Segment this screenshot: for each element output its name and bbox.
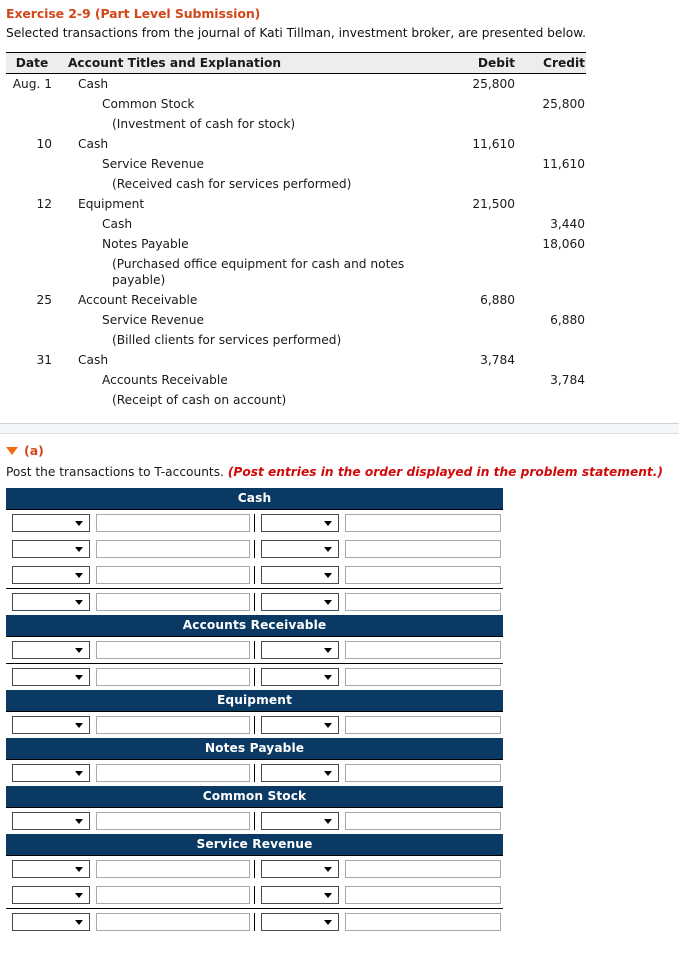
- amount-input-right-0[interactable]: [345, 641, 502, 659]
- account-select-left-0[interactable]: [12, 860, 90, 878]
- journal-cell-credit: 18,060: [542, 237, 585, 251]
- t-account-entry-row: [6, 536, 503, 562]
- section-divider: [0, 423, 679, 434]
- column-header-date: Date: [6, 53, 58, 74]
- t-account-title: Service Revenue: [6, 834, 503, 856]
- journal-cell-account: [58, 310, 443, 330]
- journal-account-text: Service Revenue: [102, 313, 204, 327]
- t-account-total-row: [6, 588, 503, 615]
- journal-cell-credit: 3,784: [550, 373, 585, 387]
- amount-input-left-1[interactable]: [96, 540, 250, 558]
- account-select-left-1[interactable]: [12, 540, 90, 558]
- t-account-right-side: [255, 593, 504, 611]
- journal-cell-account: [58, 370, 443, 390]
- t-account-right-side: [255, 641, 504, 659]
- journal-cell-credit: [519, 254, 586, 290]
- journal-row: [6, 214, 586, 234]
- amount-input-left-3[interactable]: [96, 593, 250, 611]
- page-title: Exercise 2-9 (Part Level Submission): [6, 6, 261, 21]
- amount-input-right-2[interactable]: [345, 913, 502, 931]
- chevron-down-icon: [324, 675, 332, 680]
- journal-cell-debit: [443, 154, 519, 174]
- t-account-left-side: [6, 566, 255, 584]
- t-account-left-side: [6, 860, 255, 878]
- journal-cell-account: [58, 350, 443, 370]
- account-select-right-0[interactable]: [261, 764, 339, 782]
- t-account-total-row: [6, 908, 503, 935]
- journal-row: [6, 370, 586, 390]
- journal-row: [6, 310, 586, 330]
- journal-cell-date: [6, 370, 58, 390]
- account-select-right-1[interactable]: [261, 668, 339, 686]
- chevron-down-icon: [324, 600, 332, 605]
- journal-cell-debit: [443, 114, 519, 134]
- account-select-left-0[interactable]: [12, 716, 90, 734]
- journal-cell-debit: 6,880: [480, 293, 515, 307]
- t-account-title: Notes Payable: [6, 738, 503, 760]
- t-account-right-side: [255, 540, 504, 558]
- journal-cell-debit: 25,800: [472, 77, 515, 91]
- journal-cell-date: Aug. 1: [12, 77, 52, 91]
- chevron-down-icon: [324, 771, 332, 776]
- journal-row: [6, 194, 586, 214]
- t-accounts-container: [6, 488, 503, 935]
- journal-cell-debit: [443, 94, 519, 114]
- journal-cell-debit: [443, 234, 519, 254]
- t-account-entry-row: [6, 760, 503, 786]
- journal-cell-credit: [519, 174, 586, 194]
- journal-account-text: Account Receivable: [78, 293, 198, 307]
- journal-cell-account: [58, 114, 443, 134]
- amount-input-right-1[interactable]: [345, 540, 502, 558]
- journal-account-text: Service Revenue: [102, 157, 204, 171]
- journal-row: [6, 254, 586, 290]
- amount-input-right-3[interactable]: [345, 593, 502, 611]
- journal-account-text: Cash: [78, 353, 109, 367]
- journal-cell-credit: 3,440: [550, 217, 585, 231]
- journal-account-text: Equipment: [78, 197, 145, 211]
- amount-input-left-2[interactable]: [96, 913, 250, 931]
- t-account-right-side: [255, 514, 504, 532]
- t-account-left-side: [6, 668, 255, 686]
- intro-text: Selected transactions from the journal of Kati Tillman, investment broker, are presented below.: [6, 26, 586, 40]
- chevron-down-icon: [324, 648, 332, 653]
- chevron-down-icon: [75, 600, 83, 605]
- journal-cell-account: [58, 94, 443, 114]
- t-account-right-side: [255, 913, 504, 931]
- journal-row: [6, 350, 586, 370]
- journal-account-text: Cash: [102, 217, 133, 231]
- journal-row: [6, 390, 586, 410]
- journal-cell-credit: [519, 330, 586, 350]
- account-select-right-1[interactable]: [261, 886, 339, 904]
- journal-cell-credit: [519, 194, 586, 214]
- journal-cell-date: [6, 154, 58, 174]
- t-account-right-side: [255, 716, 504, 734]
- chevron-down-icon: [324, 893, 332, 898]
- amount-input-left-0[interactable]: [96, 641, 250, 659]
- journal-cell-debit: [443, 174, 519, 194]
- journal-cell-debit: [443, 330, 519, 350]
- t-account-left-side: [6, 514, 255, 532]
- t-account-right-side: [255, 668, 504, 686]
- journal-cell-date: 31: [36, 353, 52, 367]
- journal-cell-credit: [519, 134, 586, 154]
- journal-account-text: Cash: [78, 137, 109, 151]
- journal-account-text: (Received cash for services performed): [112, 177, 352, 191]
- account-select-right-2[interactable]: [261, 566, 339, 584]
- journal-cell-date: 10: [36, 137, 52, 151]
- t-account-entry-row: [6, 510, 503, 536]
- journal-cell-credit: [519, 74, 586, 95]
- journal-cell-date: 25: [36, 293, 52, 307]
- chevron-down-icon: [75, 648, 83, 653]
- chevron-down-icon: [75, 867, 83, 872]
- chevron-down-icon: [75, 819, 83, 824]
- chevron-down-icon: [324, 573, 332, 578]
- journal-cell-account: [58, 290, 443, 310]
- t-account-title: Equipment: [6, 690, 503, 712]
- account-select-right-0[interactable]: [261, 716, 339, 734]
- journal-account-text: (Investment of cash for stock): [112, 117, 296, 131]
- t-account-entry-row: [6, 856, 503, 882]
- journal-cell-credit: 6,880: [550, 313, 585, 327]
- column-header-credit: Credit: [519, 53, 586, 74]
- t-account-left-side: [6, 764, 255, 782]
- journal-cell-debit: [443, 214, 519, 234]
- amount-input-left-1[interactable]: [96, 886, 250, 904]
- journal-account-text: (Billed clients for services performed): [112, 333, 342, 347]
- journal-row: [6, 290, 586, 310]
- amount-input-left-0[interactable]: [96, 514, 250, 532]
- chevron-down-icon: [324, 521, 332, 526]
- journal-cell-credit: [519, 350, 586, 370]
- t-account-total-row: [6, 663, 503, 690]
- amount-input-left-0[interactable]: [96, 860, 250, 878]
- journal-row: [6, 114, 586, 134]
- journal-cell-date: [6, 214, 58, 234]
- chevron-down-icon: [324, 547, 332, 552]
- chevron-down-icon: [324, 819, 332, 824]
- journal-cell-credit: [519, 390, 586, 410]
- journal-cell-credit: [519, 114, 586, 134]
- part-a-instruction: [0, 458, 679, 479]
- journal-cell-account: [58, 234, 443, 254]
- journal-row: [6, 134, 586, 154]
- t-account-left-side: [6, 641, 255, 659]
- journal-cell-account: [58, 390, 443, 410]
- account-select-right-0[interactable]: [261, 514, 339, 532]
- account-select-left-1[interactable]: [12, 886, 90, 904]
- chevron-down-icon: [324, 723, 332, 728]
- journal-body: [6, 74, 586, 411]
- amount-input-right-2[interactable]: [345, 566, 502, 584]
- journal-account-text: Notes Payable: [102, 237, 189, 251]
- t-account-right-side: [255, 764, 504, 782]
- t-account-right-side: [255, 566, 504, 584]
- journal-row: [6, 154, 586, 174]
- t-account-title: Common Stock: [6, 786, 503, 808]
- amount-input-right-1[interactable]: [345, 886, 502, 904]
- journal-cell-date: [6, 94, 58, 114]
- journal-cell-date: [6, 174, 58, 194]
- t-account-right-side: [255, 812, 504, 830]
- journal-cell-credit: 11,610: [542, 157, 585, 171]
- journal-cell-account: [58, 174, 443, 194]
- journal-cell-debit: [443, 370, 519, 390]
- journal-cell-account: [58, 254, 443, 290]
- t-account-entry-row: [6, 712, 503, 738]
- chevron-down-icon: [324, 867, 332, 872]
- amount-input-left-0[interactable]: [96, 716, 250, 734]
- account-select-left-0[interactable]: [12, 764, 90, 782]
- journal-cell-date: [6, 310, 58, 330]
- part-a-header[interactable]: [0, 434, 679, 458]
- account-select-left-0[interactable]: [12, 514, 90, 532]
- t-account-right-side: [255, 886, 504, 904]
- account-select-right-2[interactable]: [261, 913, 339, 931]
- amount-input-left-2[interactable]: [96, 566, 250, 584]
- amount-input-right-0[interactable]: [345, 514, 502, 532]
- t-account-entry-row: [6, 562, 503, 588]
- t-account-entry-row: [6, 808, 503, 834]
- journal-cell-debit: 11,610: [472, 137, 515, 151]
- journal-cell-debit: [443, 310, 519, 330]
- amount-input-left-0[interactable]: [96, 764, 250, 782]
- account-select-left-0[interactable]: [12, 812, 90, 830]
- journal-account-text: (Receipt of cash on account): [112, 393, 287, 407]
- part-a-label: (a): [24, 443, 44, 458]
- journal-cell-date: [6, 254, 58, 290]
- journal-cell-credit: 25,800: [542, 97, 585, 111]
- t-account-left-side: [6, 593, 255, 611]
- account-select-right-0[interactable]: [261, 812, 339, 830]
- journal-row: [6, 234, 586, 254]
- journal-account-text: Cash: [78, 77, 109, 91]
- journal-cell-date: [6, 390, 58, 410]
- instruction-text: Post the transactions to T-accounts.: [6, 465, 228, 479]
- chevron-down-icon: [75, 573, 83, 578]
- amount-input-right-1[interactable]: [345, 668, 502, 686]
- journal-cell-debit: [443, 390, 519, 410]
- journal-cell-date: 12: [36, 197, 52, 211]
- chevron-down-icon: [75, 771, 83, 776]
- journal-cell-date: [6, 234, 58, 254]
- account-select-right-0[interactable]: [261, 641, 339, 659]
- journal-cell-debit: [443, 254, 519, 290]
- journal-cell-account: [58, 74, 443, 95]
- journal-account-text: (Purchased office equipment for cash and notes payable): [112, 257, 405, 287]
- journal-cell-date: [6, 114, 58, 134]
- journal-cell-account: [58, 194, 443, 214]
- journal-header-row: [6, 53, 586, 74]
- chevron-down-icon: [75, 893, 83, 898]
- amount-input-left-0[interactable]: [96, 812, 250, 830]
- journal-cell-account: [58, 214, 443, 234]
- account-select-left-1[interactable]: [12, 668, 90, 686]
- account-select-left-3[interactable]: [12, 593, 90, 611]
- chevron-down-icon: [324, 920, 332, 925]
- chevron-down-icon: [75, 920, 83, 925]
- chevron-down-icon: [75, 675, 83, 680]
- journal-cell-debit: 3,784: [480, 353, 515, 367]
- account-select-right-3[interactable]: [261, 593, 339, 611]
- journal-account-text: Accounts Receivable: [102, 373, 228, 387]
- t-account-title: Cash: [6, 488, 503, 510]
- journal-cell-account: [58, 134, 443, 154]
- instruction-emphasis: (Post entries in the order displayed in the problem statement.): [227, 465, 663, 479]
- account-select-right-0[interactable]: [261, 860, 339, 878]
- journal-table: [6, 52, 586, 410]
- t-account-left-side: [6, 540, 255, 558]
- triangle-down-icon[interactable]: [6, 447, 18, 455]
- journal-cell-date: [6, 330, 58, 350]
- t-account-left-side: [6, 716, 255, 734]
- chevron-down-icon: [75, 547, 83, 552]
- account-select-right-1[interactable]: [261, 540, 339, 558]
- t-account-left-side: [6, 913, 255, 931]
- column-header-debit: Debit: [443, 53, 519, 74]
- amount-input-left-1[interactable]: [96, 668, 250, 686]
- journal-row: [6, 330, 586, 350]
- journal-cell-credit: [519, 290, 586, 310]
- journal-cell-account: [58, 154, 443, 174]
- journal-cell-debit: 21,500: [472, 197, 515, 211]
- account-select-left-0[interactable]: [12, 641, 90, 659]
- t-account-left-side: [6, 886, 255, 904]
- amount-input-right-0[interactable]: [345, 764, 502, 782]
- journal-account-text: Common Stock: [102, 97, 195, 111]
- t-account-title: Accounts Receivable: [6, 615, 503, 637]
- journal-row: [6, 174, 586, 194]
- amount-input-right-0[interactable]: [345, 812, 502, 830]
- t-account-entry-row: [6, 637, 503, 663]
- amount-input-right-0[interactable]: [345, 716, 502, 734]
- account-select-left-2[interactable]: [12, 913, 90, 931]
- t-account-entry-row: [6, 882, 503, 908]
- t-account-left-side: [6, 812, 255, 830]
- t-account-right-side: [255, 860, 504, 878]
- account-select-left-2[interactable]: [12, 566, 90, 584]
- column-header-account: Account Titles and Explanation: [58, 53, 443, 74]
- chevron-down-icon: [75, 723, 83, 728]
- journal-row: [6, 94, 586, 114]
- chevron-down-icon: [75, 521, 83, 526]
- journal-cell-account: [58, 330, 443, 350]
- journal-row: [6, 74, 586, 95]
- amount-input-right-0[interactable]: [345, 860, 502, 878]
